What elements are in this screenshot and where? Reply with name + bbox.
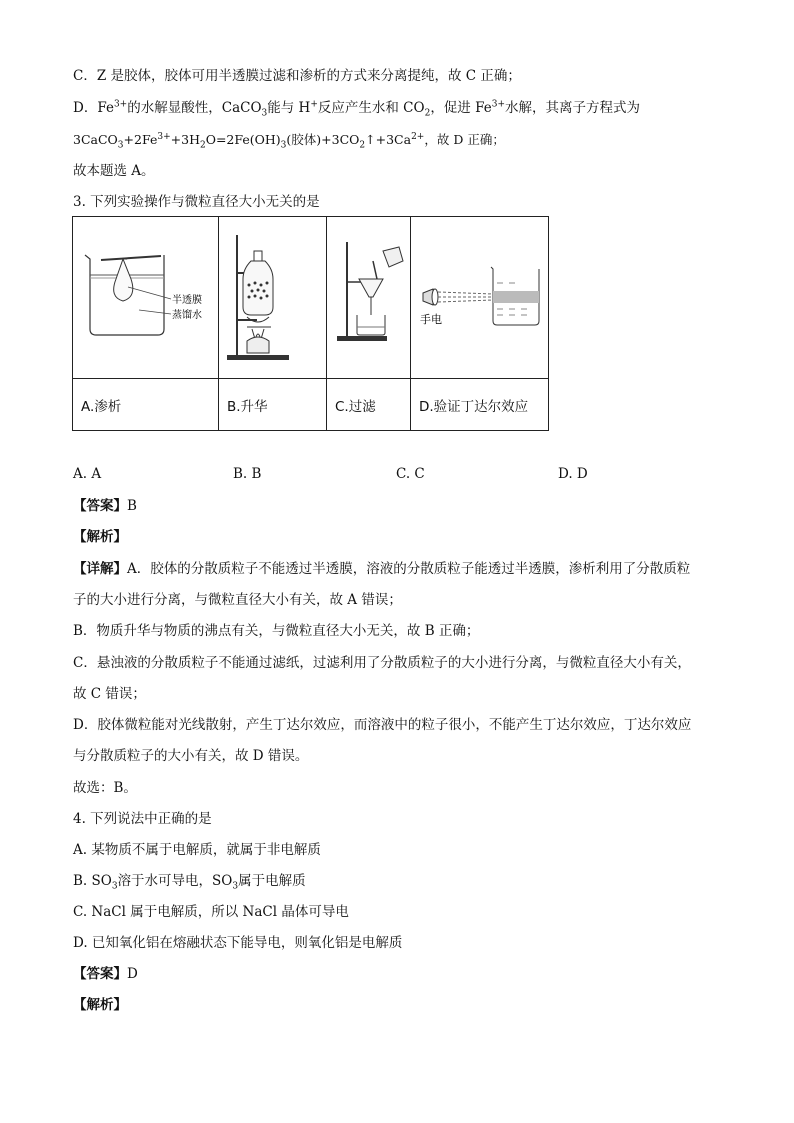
tyndall-apparatus-image	[411, 217, 548, 374]
caption-b: B.升华	[219, 379, 327, 431]
q4-option-a: A. 某物质不属于电解质，就属于非电解质	[73, 842, 321, 858]
q3-detail-a-line2: 子的大小进行分离，与微粒直径大小有关，故 A 错误；	[73, 592, 402, 608]
prev-conclusion: 故本题选 A。	[73, 163, 155, 179]
q3-detail-c-line1: C．悬浊液的分散质粒子不能通过滤纸，过滤利用了分散质粒子的大小进行分离，与微粒直径大小有关，	[73, 655, 691, 671]
membrane-label: 半透膜	[172, 295, 202, 306]
option-c: C. C	[396, 466, 425, 482]
question-4-stem: 4. 下列说法中正确的是	[73, 811, 212, 827]
q3-answer: 【答案】B	[73, 498, 137, 514]
q4-answer: 【答案】D	[73, 966, 138, 982]
q4-option-d: D. 已知氧化铝在熔融状态下能导电，则氧化铝是电解质	[73, 935, 403, 951]
option-a: A. A	[73, 466, 102, 482]
caption-a: A.渗析	[73, 379, 219, 431]
prev-ionic-equation: $3CaCO_3+2Fe^{3+}+3H_2O=2Fe(OH)_3$(胶体)$+3CO_2↑+3Ca^{2+}$，故 D 正确；	[73, 131, 505, 151]
flashlight-label: 手电	[420, 313, 442, 326]
q4-option-b: B. $SO_3$溶于水可导电，$SO_3$属于电解质	[73, 873, 306, 892]
q4-option-c: C. NaCl 属于电解质，所以 NaCl 晶体可导电	[73, 904, 349, 920]
q3-detail-d-line1: D．胶体微粒能对光线散射，产生丁达尔效应，而溶液中的粒子很小，不能产生丁达尔效应，丁达尔效应	[73, 717, 692, 733]
sublimation-figure-cell	[219, 217, 327, 379]
caption-c: C.过滤	[327, 379, 411, 431]
sublimation-apparatus-image	[219, 217, 326, 374]
question-3-figure-table	[72, 216, 549, 431]
caption-d: D.验证丁达尔效应	[411, 379, 549, 431]
option-b: B. B	[233, 466, 262, 482]
filtration-apparatus-image	[327, 217, 410, 374]
q4-analysis-heading: 【解析】	[73, 997, 127, 1013]
q3-detail-d-line2: 与分散质粒子的大小有关，故 D 错误。	[73, 748, 309, 764]
prev-option-c-explanation: C．Z 是胶体，胶体可用半透膜过滤和渗析的方式来分离提纯，故 C 正确；	[73, 68, 521, 84]
filtration-figure-cell	[327, 217, 411, 379]
prev-option-d-explanation: D．$Fe^{3+}$的水解显酸性，CaCO$_3$能与 H+反应产生水和 $CO_2$，促进 $Fe^{3+}$水解，其离子方程式为	[73, 99, 641, 119]
question-3-stem: 3. 下列实验操作与微粒直径大小无关的是	[73, 194, 320, 210]
option-d: D. D	[558, 466, 588, 482]
q3-analysis-heading: 【解析】	[73, 529, 127, 545]
tyndall-figure-cell	[411, 217, 549, 379]
q3-detail-c-line2: 故 C 错误；	[73, 686, 146, 702]
q3-detail-b: B．物质升华与物质的沸点有关，与微粒直径大小无关，故 B 正确；	[73, 623, 480, 639]
distilled-water-label: 蒸馏水	[172, 310, 202, 321]
dialysis-apparatus-image	[73, 217, 218, 374]
q3-conclusion: 故选：B。	[73, 780, 137, 796]
q3-detail-a-line1: 【详解】A．胶体的分散质粒子不能透过半透膜，溶液的分散质粒子能透过半透膜，渗析利用了分散质粒	[73, 561, 691, 577]
dialysis-figure-cell	[73, 217, 219, 379]
